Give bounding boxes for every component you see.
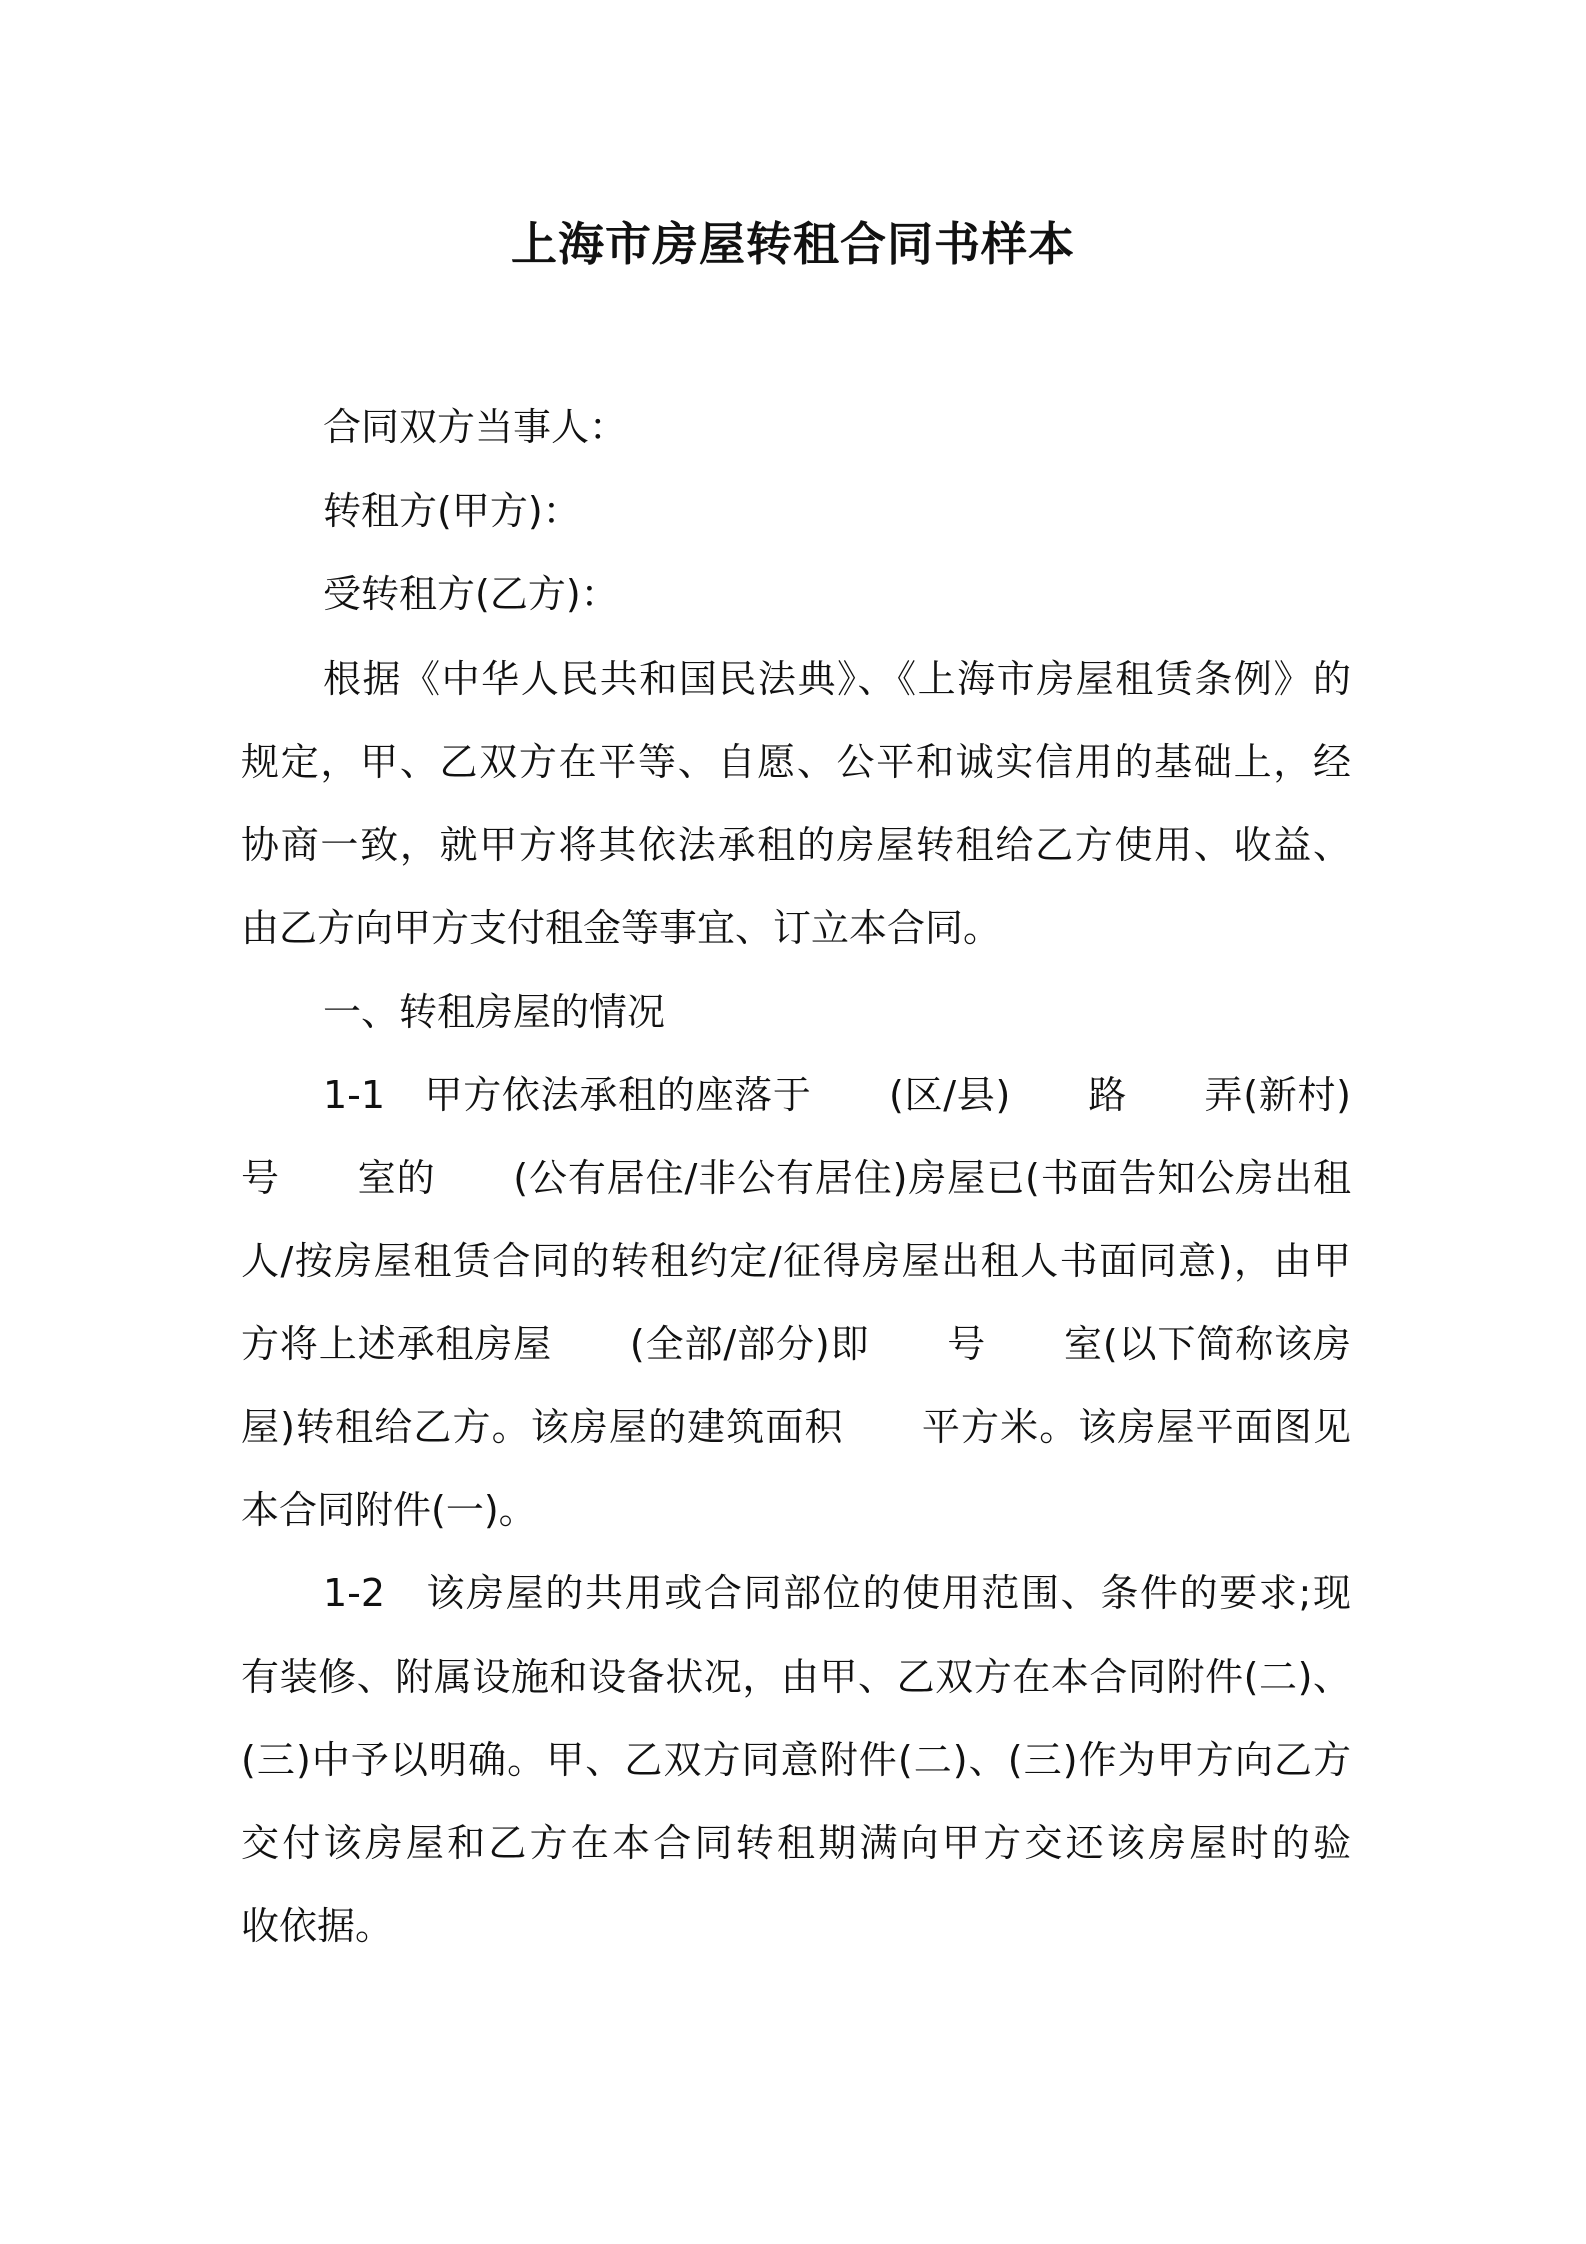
body-line: 屋)转租给乙方。该房屋的建筑面积 平方米。该房屋平面图见 (241, 1405, 1351, 1449)
body-line: 1-2 该房屋的共用或合同部位的使用范围、条件的要求;现 (323, 1571, 1351, 1615)
body-line: 本合同附件(一)。 (241, 1488, 537, 1532)
body-line: 规定，甲、乙双方在平等、自愿、公平和诚实信用的基础上，经 (241, 740, 1351, 784)
body-line: 合同双方当事人： (323, 405, 628, 449)
body-line: 转租方(甲方)： (323, 489, 581, 533)
body-line: 由乙方向甲方支付租金等事宜、订立本合同。 (241, 906, 1002, 950)
body-line: 有装修、附属设施和设备状况，由甲、乙双方在本合同附件(二)、 (241, 1655, 1351, 1699)
body-line: (三)中予以明确。甲、乙双方同意附件(二)、(三)作为甲方向乙方 (241, 1738, 1351, 1782)
body-line: 根据《中华人民共和国民法典》、《上海市房屋租赁条例》的 (323, 657, 1351, 701)
body-line: 收依据。 (241, 1904, 394, 1948)
body-line: 协商一致，就甲方将其依法承租的房屋转租给乙方使用、收益、 (241, 823, 1351, 867)
body-line: 交付该房屋和乙方在本合同转租期满向甲方交还该房屋时的验 (241, 1821, 1351, 1865)
body-line: 人/按房屋租赁合同的转租约定/征得房屋出租人书面同意)，由甲 (241, 1239, 1351, 1283)
body-line: 一、转租房屋的情况 (323, 990, 666, 1034)
body-line: 方将上述承租房屋 (全部/部分)即 号 室(以下简称该房 (241, 1322, 1351, 1366)
body-line: 号 室的 (公有居住/非公有居住)房屋已(书面告知公房出租 (241, 1156, 1351, 1200)
document-title: 上海市房屋转租合同书样本 (511, 217, 1075, 271)
body-line: 受转租方(乙方)： (323, 572, 619, 616)
body-line: 1-1 甲方依法承租的座落于 (区/县) 路 弄(新村) (323, 1073, 1351, 1117)
